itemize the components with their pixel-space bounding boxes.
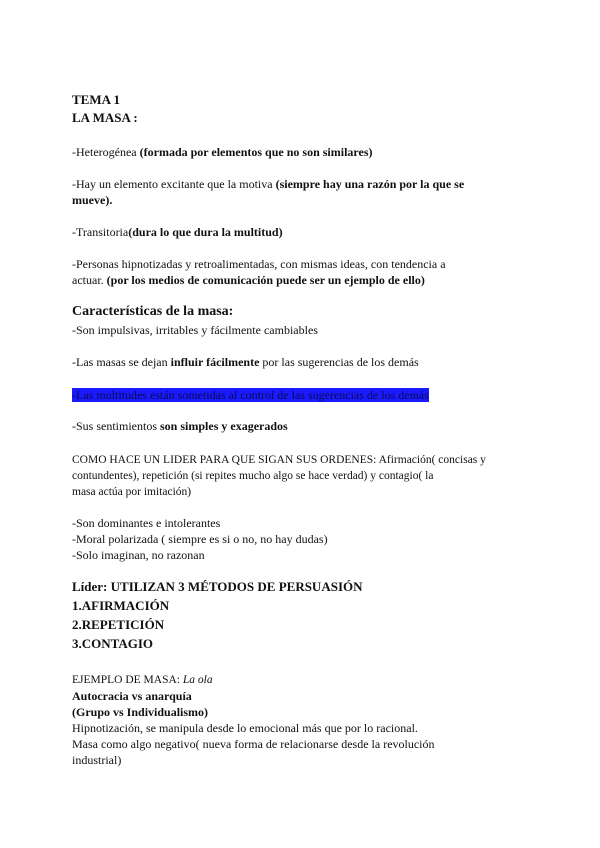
example-grupo: (Grupo vs Individualismo) bbox=[72, 705, 209, 719]
example-hipnotizacion: Hipnotización, se manipula desde lo emocional más que por lo racional. bbox=[72, 721, 418, 735]
example-autocracia: Autocracia vs anarquía bbox=[72, 689, 192, 703]
trait-imaginan: -Solo imaginan, no razonan bbox=[72, 548, 205, 562]
method-contagio: 3.CONTAGIO bbox=[72, 636, 154, 651]
char-sentimientos: -Sus sentimientos son simples y exagerados bbox=[72, 419, 288, 433]
trait-dominantes: -Son dominantes e intolerantes bbox=[72, 516, 221, 530]
leader-method-line-1: COMO HACE UN LIDER PARA QUE SIGAN SUS ORDENES: Afirmación( concisas y bbox=[72, 454, 486, 466]
trait-moral: -Moral polarizada ( siempre es si o no, no hay dudas) bbox=[72, 532, 328, 546]
item-hipnotizadas: -Personas hipnotizadas y retroalimentadas, con mismas ideas, con tendencia a bbox=[72, 257, 446, 271]
topic-title: TEMA 1 bbox=[72, 92, 121, 107]
item-excitante: -Hay un elemento excitante que la motiva (siempre hay una razón por la que se bbox=[72, 177, 465, 191]
method-repeticion: 2.REPETICIÓN bbox=[72, 617, 165, 632]
characteristics-heading: Características de la masa: bbox=[72, 304, 234, 319]
example-negativo-cont: industrial) bbox=[72, 753, 122, 767]
example-negativo: Masa como algo negativo( nueva forma de relacionarse desde la revolución bbox=[72, 737, 435, 751]
leader-method-line-3: masa actúa por imitación) bbox=[72, 486, 192, 498]
char-highlighted: -Las multitudes están sometidas al control de las sugerencias de los demás bbox=[72, 388, 429, 402]
char-impulsivas: -Son impulsivas, irritables y fácilmente cambiables bbox=[72, 323, 318, 337]
example-line: EJEMPLO DE MASA: La ola bbox=[72, 674, 213, 686]
item-hipnotizadas-cont: actuar. (por los medios de comunicación puede ser un ejemplo de ello) bbox=[72, 273, 425, 287]
char-influir: -Las masas se dejan influir fácilmente por las sugerencias de los demás bbox=[72, 355, 419, 369]
method-afirmacion: 1.AFIRMACIÓN bbox=[72, 598, 170, 613]
item-excitante-cont: mueve). bbox=[72, 193, 113, 207]
leader-method-line-2: contundentes), repetición (si repites mucho algo se hace verdad) y contagio( la bbox=[72, 470, 434, 482]
item-transitoria: -Transitoria(dura lo que dura la multitud) bbox=[72, 225, 283, 239]
leader-heading: Líder: UTILIZAN 3 MÉTODOS DE PERSUASIÓN bbox=[72, 579, 363, 594]
section-title-la-masa: LA MASA : bbox=[72, 110, 138, 125]
item-heterogenea: -Heterogénea (formada por elementos que no son similares) bbox=[72, 145, 373, 159]
